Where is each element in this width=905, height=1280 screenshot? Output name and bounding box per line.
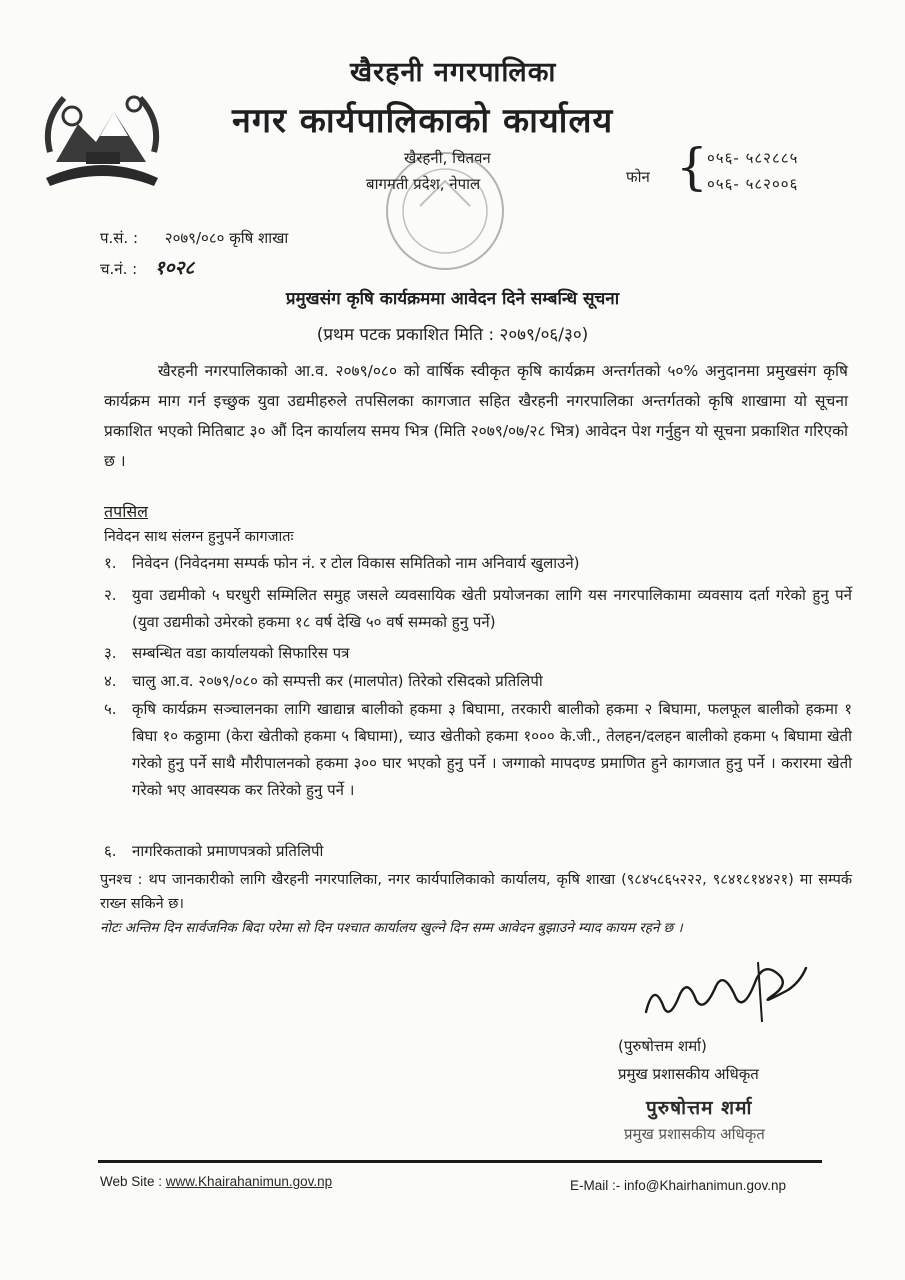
nepal-emblem-logo-icon: [38, 82, 166, 194]
list-item: [104, 582, 852, 636]
phone-number-2: ०५६- ५८२००६: [707, 175, 799, 193]
signer-name: (पुरुषोत्तम शर्मा): [618, 1037, 707, 1055]
website-link[interactable]: www.Khairahanimun.gov.np: [165, 1174, 333, 1189]
notice-body: खैरहनी नगरपालिकाको आ.व. २०७९/०८० को वार्षिक स्वीकृत कृषि कार्यक्रम अन्तर्गतको ५०% अनुदानमा प्रमुखसंग कृषि कार्यक्रम माग गर्न इच्छुक युवा उद्यमीहरुले तपसिलका कागजात सहित खैरहनी नगरपालिका अन्तर्गतको कृषि शाखामा यो सूचना प्रकाशित भएको मितिबाट ३० औं दिन कार्यालय समय भित्र (मिति २०७९/०७/२८ भित्र) आवेदन पेश गर्नुहुन यो सूचना प्रकाशित गरिएको छ ।: [104, 362, 848, 470]
address-line-1: खैरहनी, चितवन: [404, 149, 491, 167]
item-text: नागरिकताको प्रमाणपत्रको प्रतिलिपी: [132, 842, 324, 860]
details-heading: तपसिल: [104, 502, 149, 521]
item-number: ४.: [104, 672, 117, 690]
brace-icon: {: [676, 138, 708, 196]
item-text: निवेदन (निवेदनमा सम्पर्क फोन नं. र टोल विकास समितिको नाम अनिवार्य खुलाउने): [132, 554, 580, 572]
item-text: कृषि कार्यक्रम सञ्चालनका लागि खाद्यान्न बालीको हकमा ३ बिघामा, तरकारी बालीको हकमा २ बिघामा, फलफूल बालीको हकमा १ बिघा १० कठ्ठामा (केरा खेतीको हकमा ५ बिघामा), च्याउ खेतीको हकमा १००० के.जी., तेलहन/दलहन बालीको हकमा ५ बिघामा खेती गरेको हुनु पर्ने साथै मौरीपालनको हकमा ३०० घार भएको हुनु पर्ने । जग्गाको मापदण्ड प्रमाणित हुने कागजात हुनु पर्ने । करारमा खेती गरेको भए आवस्यक कर तिरेको हुनु पर्ने ।: [132, 700, 852, 799]
website-label: Web Site :: [100, 1174, 163, 1189]
reference-cn: [100, 254, 194, 280]
title-stamp: प्रमुख प्रशासकीय अधिकृत: [624, 1125, 765, 1143]
reference-ps: [100, 228, 288, 248]
footer-website: [100, 1174, 332, 1189]
footer-divider: [98, 1160, 822, 1163]
item-number: ५.: [104, 700, 117, 718]
ps-label: प.सं. :: [100, 229, 139, 247]
item-text: युवा उद्यमीको ५ घरधुरी सम्मिलित समुह जसले व्यवसायिक खेती प्रयोजनका लागि यस नगरपालिकामा व्यवसाय दर्ता गरेको हुनु पर्ने (युवा उद्यमीको उमेरको हकमा १८ वर्ष देखि ५० वर्ष सम्मको हुनु पर्ने): [132, 586, 852, 631]
item-text: सम्बन्धित वडा कार्यालयको सिफारिस पत्र: [132, 644, 350, 662]
phone-label: फोन: [626, 168, 650, 186]
ps-value: २०७९/०८० कृषि शाखा: [164, 229, 289, 247]
list-item: [104, 550, 852, 577]
note: नोटः अन्तिम दिन सार्वजनिक बिदा परेमा सो दिन पश्चात कार्यालय खुल्ने दिन सम्म आवेदन बुझाउने म्याद कायम रहने छ ।: [100, 920, 683, 936]
name-stamp: पुरुषोत्तम शर्मा: [646, 1097, 753, 1119]
item-number: ६.: [104, 842, 117, 860]
details-subheading: निवेदन साथ संलग्न हुनुपर्ने कागजातः: [104, 529, 294, 545]
signer-title: प्रमुख प्रशासकीय अधिकृत: [618, 1065, 759, 1083]
notice-title: प्रमुखसंग कृषि कार्यक्रममा आवेदन दिने सम्बन्धि सूचना: [285, 289, 620, 309]
cn-label: च.नं. :: [100, 260, 138, 278]
org-name: खैरहनी नगरपालिका: [350, 57, 557, 88]
list-item: [104, 696, 852, 804]
item-number: २.: [104, 586, 117, 604]
cn-value: १०२८: [154, 257, 195, 279]
footer-email[interactable]: E-Mail :- info@Khairhanimun.gov.np: [570, 1178, 787, 1193]
address-line-2: बागमती प्रदेश, नेपाल: [366, 175, 481, 193]
item-text: चालु आ.व. २०७९/०८० को सम्पत्ती कर (मालपोत) तिरेको रसिदको प्रतिलिपी: [132, 672, 543, 690]
item-number: ३.: [104, 644, 117, 662]
postscript: पुनश्च : थप जानकारीको लागि खैरहनी नगरपालिका, नगर कार्यपालिकाको कार्यालय, कृषि शाखा (९८४५८६५२२२, ९८४१८१४४२१) मा सम्पर्क राख्न सकिने छ।: [100, 872, 852, 912]
list-item: [104, 838, 852, 865]
list-item: [104, 640, 852, 667]
notice-subtitle: (प्रथम पटक प्रकाशित मिति : २०७९/०६/३०): [316, 325, 589, 345]
office-name: नगर कार्यपालिकाको कार्यालय: [232, 101, 614, 141]
signature-icon: [640, 950, 810, 1030]
phone-number-1: ०५६- ५८२८८५: [707, 149, 799, 167]
item-number: १.: [104, 554, 117, 572]
list-item: [104, 668, 852, 695]
